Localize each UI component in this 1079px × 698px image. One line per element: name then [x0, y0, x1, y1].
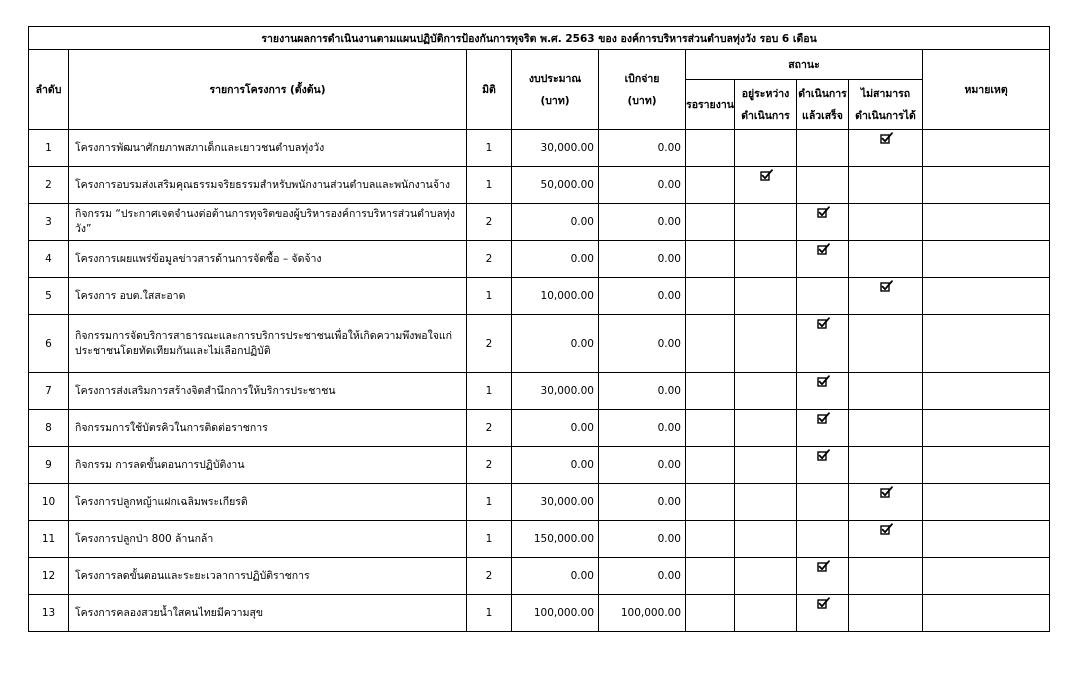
- row-project-name: โครงการอบรมส่งเสริมคุณธรรมจริยธรรมสำหรับพนักงานส่วนตำบลและพนักงานจ้าง: [69, 167, 467, 204]
- row-status-inprogress: [735, 595, 797, 632]
- row-status-unable: [849, 595, 923, 632]
- row-dimension: 1: [467, 167, 512, 204]
- row-dimension: 2: [467, 447, 512, 484]
- row-status-done: [797, 278, 849, 315]
- header-status-done: [797, 80, 849, 130]
- row-spent: 0.00: [599, 558, 686, 595]
- header-no: ลำดับ: [29, 50, 69, 130]
- row-budget: 0.00: [512, 241, 599, 278]
- row-status-waiting: [686, 204, 735, 241]
- header-status: สถานะ: [686, 50, 923, 80]
- row-no: 5: [29, 278, 69, 315]
- row-budget: 50,000.00: [512, 167, 599, 204]
- row-spent: 0.00: [599, 373, 686, 410]
- row-status-unable: [849, 278, 923, 315]
- row-remark: [923, 410, 1050, 447]
- row-dimension: 2: [467, 410, 512, 447]
- checked-box-icon: [880, 486, 892, 498]
- header-status-inprogress-line1: อยู่ระหว่าง: [741, 87, 790, 100]
- row-status-done: [797, 373, 849, 410]
- row-status-waiting: [686, 241, 735, 278]
- row-no: 7: [29, 373, 69, 410]
- checked-box-icon: [817, 449, 829, 461]
- row-remark: [923, 315, 1050, 373]
- header-status-unable-line2: ดำเนินการได้: [855, 109, 916, 122]
- header-spent-line2: (บาท): [627, 94, 657, 107]
- row-dimension: 2: [467, 241, 512, 278]
- row-no: 3: [29, 204, 69, 241]
- header-status-unable: [849, 80, 923, 130]
- row-status-waiting: [686, 278, 735, 315]
- header-status-done-line1: ดำเนินการ: [798, 87, 847, 100]
- row-spent: 0.00: [599, 167, 686, 204]
- row-project-name: กิจกรรมการใช้บัตรคิวในการติดต่อราชการ: [69, 410, 467, 447]
- row-status-waiting: [686, 484, 735, 521]
- checked-box-icon: [817, 597, 829, 609]
- row-status-inprogress: [735, 278, 797, 315]
- table-row: [29, 278, 1050, 315]
- row-dimension: 1: [467, 521, 512, 558]
- table-row: [29, 595, 1050, 632]
- table-row: [29, 484, 1050, 521]
- row-status-unable: [849, 373, 923, 410]
- row-spent: 0.00: [599, 130, 686, 167]
- row-status-done: [797, 241, 849, 278]
- row-budget: 150,000.00: [512, 521, 599, 558]
- row-dimension: 1: [467, 484, 512, 521]
- row-budget: 30,000.00: [512, 130, 599, 167]
- table-row: [29, 558, 1050, 595]
- checked-box-icon: [817, 412, 829, 424]
- row-status-done: [797, 204, 849, 241]
- row-status-done: [797, 130, 849, 167]
- row-budget: 0.00: [512, 447, 599, 484]
- header-spent: [599, 50, 686, 130]
- row-status-inprogress: [735, 558, 797, 595]
- header-status-unable-line1: ไม่สามารถ: [860, 87, 911, 100]
- row-status-waiting: [686, 130, 735, 167]
- row-status-done: [797, 167, 849, 204]
- checked-box-icon: [880, 523, 892, 535]
- checked-box-icon: [817, 375, 829, 387]
- table-row: [29, 410, 1050, 447]
- row-project-name: โครงการส่งเสริมการสร้างจิตสำนึกการให้บริการประชาชน: [69, 373, 467, 410]
- checked-box-icon: [880, 280, 892, 292]
- row-status-inprogress: [735, 447, 797, 484]
- row-status-unable: [849, 130, 923, 167]
- row-status-inprogress: [735, 204, 797, 241]
- row-spent: 0.00: [599, 241, 686, 278]
- row-status-unable: [849, 241, 923, 278]
- row-spent: 0.00: [599, 315, 686, 373]
- row-no: 2: [29, 167, 69, 204]
- row-project-name: โครงการปลูกป่า 800 ล้านกล้า: [69, 521, 467, 558]
- row-status-waiting: [686, 167, 735, 204]
- row-status-inprogress: [735, 241, 797, 278]
- row-no: 10: [29, 484, 69, 521]
- row-spent: 100,000.00: [599, 595, 686, 632]
- row-project-name: กิจกรรม การลดขั้นตอนการปฏิบัติงาน: [69, 447, 467, 484]
- row-spent: 0.00: [599, 484, 686, 521]
- row-status-inprogress: [735, 373, 797, 410]
- row-dimension: 1: [467, 595, 512, 632]
- row-dimension: 2: [467, 558, 512, 595]
- row-remark: [923, 558, 1050, 595]
- table-row: [29, 447, 1050, 484]
- row-no: 6: [29, 315, 69, 373]
- row-dimension: 2: [467, 315, 512, 373]
- row-status-unable: [849, 484, 923, 521]
- checked-box-icon: [760, 169, 772, 181]
- header-dimension: มิติ: [467, 50, 512, 130]
- table-row: [29, 521, 1050, 558]
- row-remark: [923, 204, 1050, 241]
- row-budget: 0.00: [512, 558, 599, 595]
- row-spent: 0.00: [599, 410, 686, 447]
- row-status-unable: [849, 521, 923, 558]
- row-status-unable: [849, 167, 923, 204]
- row-no: 13: [29, 595, 69, 632]
- row-budget: 30,000.00: [512, 484, 599, 521]
- row-status-done: [797, 484, 849, 521]
- row-status-unable: [849, 410, 923, 447]
- report-document: [28, 26, 1050, 632]
- checked-box-icon: [817, 560, 829, 572]
- table-row: [29, 167, 1050, 204]
- row-status-waiting: [686, 521, 735, 558]
- row-status-inprogress: [735, 167, 797, 204]
- row-status-done: [797, 595, 849, 632]
- row-spent: 0.00: [599, 447, 686, 484]
- row-status-waiting: [686, 410, 735, 447]
- row-dimension: 1: [467, 373, 512, 410]
- row-status-waiting: [686, 558, 735, 595]
- row-project-name: โครงการปลูกหญ้าแฝกเฉลิมพระเกียรติ: [69, 484, 467, 521]
- row-remark: [923, 373, 1050, 410]
- row-project-name: โครงการเผยแพร่ข้อมูลข่าวสารด้านการจัดซื้อ – จัดจ้าง: [69, 241, 467, 278]
- row-dimension: 1: [467, 278, 512, 315]
- header-project: รายการโครงการ (ตั้งต้น): [69, 50, 467, 130]
- row-status-unable: [849, 447, 923, 484]
- row-budget: 0.00: [512, 315, 599, 373]
- row-no: 9: [29, 447, 69, 484]
- row-project-name: กิจกรรมการจัดบริการสาธารณะและการบริการประชาชนเพื่อให้เกิดความพึงพอใจแก่ประชาชนโดยทัดเทียมกันและไม่เลือกปฏิบัติ: [69, 315, 467, 373]
- row-remark: [923, 484, 1050, 521]
- row-status-done: [797, 447, 849, 484]
- row-dimension: 2: [467, 204, 512, 241]
- checked-box-icon: [880, 132, 892, 144]
- row-budget: 0.00: [512, 410, 599, 447]
- row-status-inprogress: [735, 315, 797, 373]
- header-budget-line1: งบประมาณ: [528, 72, 582, 85]
- row-project-name: กิจกรรม “ประกาศเจตจำนงต่อต้านการทุจริตของผู้บริหารองค์การบริหารส่วนตำบลทุ่งวัง”: [69, 204, 467, 241]
- row-status-inprogress: [735, 410, 797, 447]
- row-no: 1: [29, 130, 69, 167]
- row-status-done: [797, 315, 849, 373]
- row-status-inprogress: [735, 484, 797, 521]
- row-no: 8: [29, 410, 69, 447]
- table-body: [29, 130, 1050, 632]
- header-budget: [512, 50, 599, 130]
- row-remark: [923, 167, 1050, 204]
- row-budget: 100,000.00: [512, 595, 599, 632]
- row-status-unable: [849, 315, 923, 373]
- row-spent: 0.00: [599, 278, 686, 315]
- table-row: [29, 373, 1050, 410]
- header-status-waiting: รอรายงาน: [686, 80, 735, 130]
- header-status-inprogress: [735, 80, 797, 130]
- row-no: 4: [29, 241, 69, 278]
- row-remark: [923, 130, 1050, 167]
- row-status-inprogress: [735, 521, 797, 558]
- row-remark: [923, 521, 1050, 558]
- row-project-name: โครงการพัฒนาศักยภาพสภาเด็กและเยาวชนตำบลทุ่งวัง: [69, 130, 467, 167]
- row-budget: 10,000.00: [512, 278, 599, 315]
- row-status-unable: [849, 204, 923, 241]
- header-status-done-line2: แล้วเสร็จ: [802, 109, 843, 122]
- checked-box-icon: [817, 206, 829, 218]
- row-project-name: โครงการลดขั้นตอนและระยะเวลาการปฏิบัติราชการ: [69, 558, 467, 595]
- header-spent-line1: เบิกจ่าย: [624, 72, 660, 85]
- checked-box-icon: [817, 243, 829, 255]
- row-budget: 0.00: [512, 204, 599, 241]
- row-remark: [923, 447, 1050, 484]
- row-no: 11: [29, 521, 69, 558]
- checked-box-icon: [817, 317, 829, 329]
- row-status-done: [797, 521, 849, 558]
- row-no: 12: [29, 558, 69, 595]
- row-remark: [923, 595, 1050, 632]
- row-status-done: [797, 558, 849, 595]
- row-remark: [923, 241, 1050, 278]
- row-dimension: 1: [467, 130, 512, 167]
- header-budget-line2: (บาท): [540, 94, 570, 107]
- table-row: [29, 315, 1050, 373]
- row-project-name: โครงการ อบต.ใสสะอาด: [69, 278, 467, 315]
- table-row: [29, 204, 1050, 241]
- row-spent: 0.00: [599, 521, 686, 558]
- row-spent: 0.00: [599, 204, 686, 241]
- row-remark: [923, 278, 1050, 315]
- row-project-name: โครงการคลองสวยน้ำใสคนไทยมีความสุข: [69, 595, 467, 632]
- table-row: [29, 130, 1050, 167]
- row-status-done: [797, 410, 849, 447]
- row-status-waiting: [686, 447, 735, 484]
- header-remark: หมายเหตุ: [923, 50, 1050, 130]
- header-status-inprogress-line2: ดำเนินการ: [741, 109, 790, 122]
- row-budget: 30,000.00: [512, 373, 599, 410]
- row-status-inprogress: [735, 130, 797, 167]
- row-status-unable: [849, 558, 923, 595]
- row-status-waiting: [686, 373, 735, 410]
- row-status-waiting: [686, 315, 735, 373]
- row-status-waiting: [686, 595, 735, 632]
- report-title: รายงานผลการดำเนินงานตามแผนปฏิบัติการป้องกันการทุจริต พ.ศ. 2563 ของ องค์การบริหารส่วนตำบลทุ่งวัง รอบ 6 เดือน: [29, 27, 1050, 50]
- report-table: [28, 26, 1050, 632]
- table-row: [29, 241, 1050, 278]
